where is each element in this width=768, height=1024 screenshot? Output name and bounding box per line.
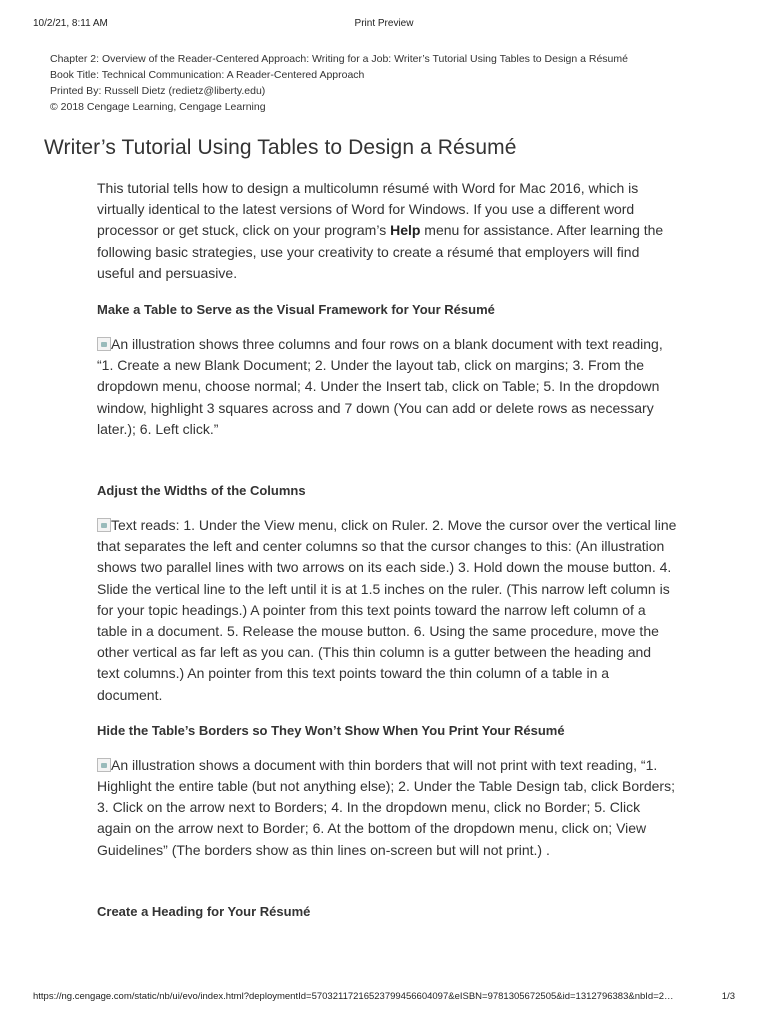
intro-text-2: menu for assistance. After learning the following basic strategies, use your creativity to create a résumé that employers will find useful and persuasive. — [97, 222, 664, 281]
section-heading-adjust-widths: Adjust the Widths of the Columns — [97, 483, 306, 499]
printed-by-line: Printed By: Russell Dietz (redietz@liberty.edu) — [50, 85, 266, 97]
illustration-make-table — [97, 334, 677, 440]
help-menu-label: Help — [390, 222, 421, 239]
print-datetime: 10/2/21, 8:11 AM — [33, 18, 108, 29]
article-title: Writer’s Tutorial Using Tables to Design a Résumé — [44, 136, 517, 159]
illustration-hide-borders — [97, 755, 677, 861]
section-heading-make-table: Make a Table to Serve as the Visual Framework for Your Résumé — [97, 302, 495, 318]
print-footer — [33, 991, 735, 1005]
broken-image-icon — [97, 518, 111, 532]
intro-text-1: This tutorial tells how to design a multicolumn résumé with Word for Mac 2016, which is virtually identical to the latest versions of Word for Windows. If you use a different word processor or get stuck, click on your program’s — [97, 180, 639, 239]
book-metadata — [50, 51, 728, 115]
image-alt-text: Text reads: 1. Under the View menu, click on Ruler. 2. Move the cursor over the vertical line that separates the left and center columns so that the cursor changes to this: (An illustration shows two parallel lines with two arrows on its each side.) 3. Hold down the mouse button. 4. Slide the vertical line to the left until it is at 1.5 inches on the ruler. (This narrow left column is for your topic headings.) A pointer from this text points toward the narrow left column of a table in a document. 5. Release the mouse button. 6. Using the same procedure, move the other vertical as far left as you can. (This thin column is a gutter between the heading and text columns.) An pointer from this text points toward the thin column of a table in a document. — [97, 517, 677, 703]
chapter-line: Chapter 2: Overview of the Reader-Centered Approach: Writing for a Job: Writer’s Tutorial Using Tables to Design a Résumé — [50, 53, 628, 65]
illustration-adjust-widths — [97, 515, 677, 706]
broken-image-icon — [97, 337, 111, 351]
copyright-line: © 2018 Cengage Learning, Cengage Learning — [50, 101, 266, 113]
book-title-line: Book Title: Technical Communication: A Reader-Centered Approach — [50, 69, 365, 81]
image-alt-text: An illustration shows three columns and four rows on a blank document with text reading, “1. Create a new Blank Document; 2. Under the layout tab, click on margins; 3. From the dropdown menu, choose normal; 4. Under the Insert tab, click on Table; 5. In the dropdown window, highlight 3 squares across and 7 down (You can add or delete rows as necessary later.); 6. Left click.” — [97, 336, 663, 437]
page-url: https://ng.cengage.com/static/nb/ui/evo/index.html?deploymentId=5703211721652379945660409​7&eISBN=9781305672505&id=1312796383&nbId=2… — [33, 991, 674, 1002]
page-number: 1/3 — [721, 991, 735, 1002]
broken-image-icon — [97, 758, 111, 772]
print-header — [33, 18, 735, 32]
section-heading-hide-borders: Hide the Table’s Borders so They Won’t Show When You Print Your Résumé — [97, 722, 565, 738]
intro-paragraph — [97, 178, 677, 284]
section-heading-create-heading: Create a Heading for Your Résumé — [97, 903, 311, 919]
image-alt-text: An illustration shows a document with thin borders that will not print with text reading, “1. Highlight the entire table (but not anything else); 2. Under the Table Design tab, click Borders; 3. Click on the arrow next to Borders; 4. In the dropdown menu, click no Border; 5. Click again on the arrow next to Border; 6. At the bottom of the dropdown menu, click on; View Guidelines” (The borders show as thin lines on-screen but will not print.) . — [97, 756, 675, 858]
print-preview-title: Print Preview — [354, 18, 414, 29]
article-content — [97, 178, 677, 922]
